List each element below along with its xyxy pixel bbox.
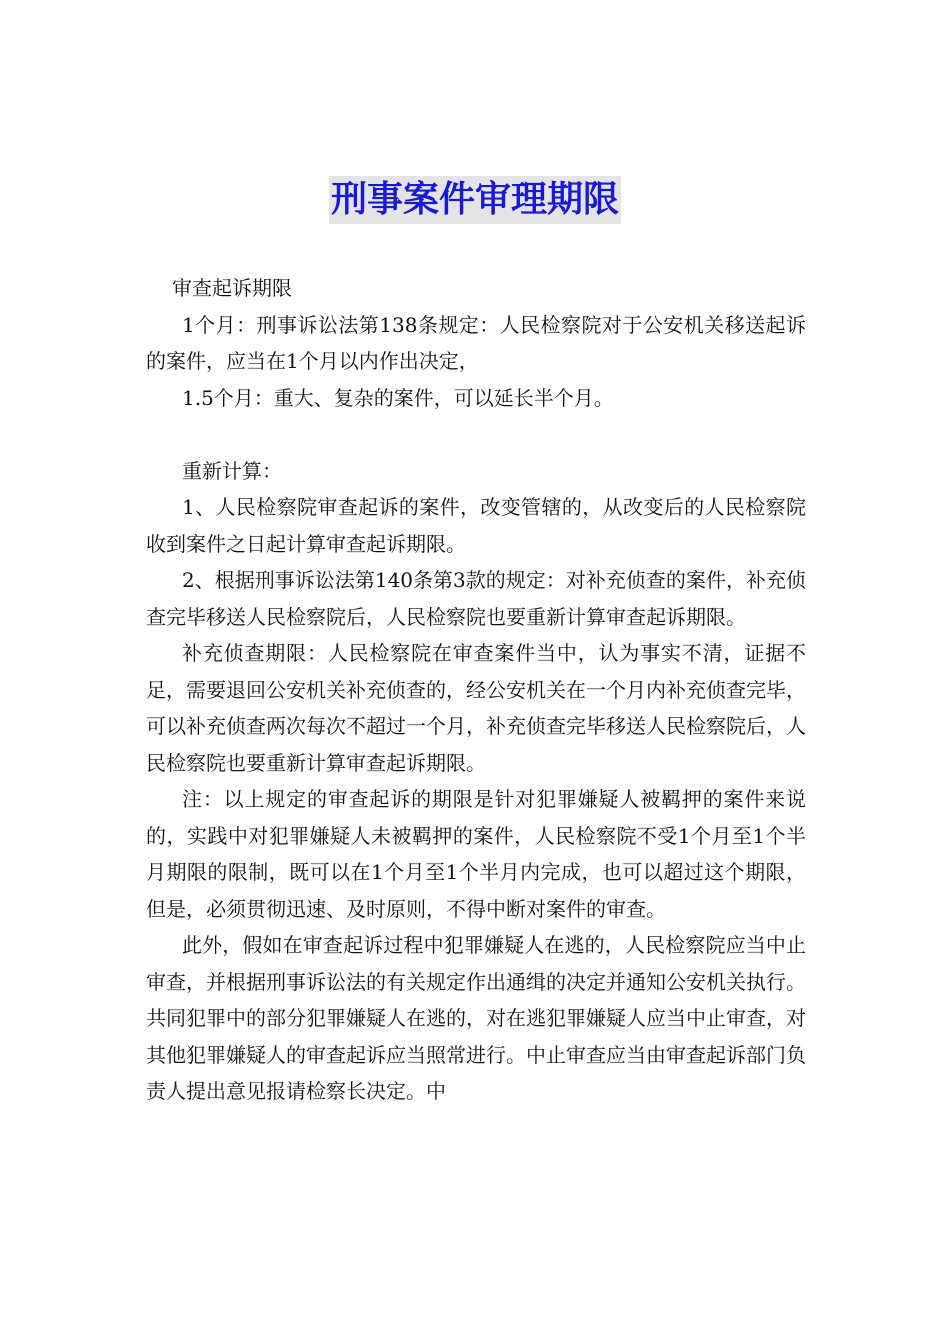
section-heading-review-period: 审查起诉期限 — [172, 276, 292, 300]
section-heading-recalculation: 重新计算： — [182, 458, 282, 483]
paragraph-fugitive-suspension: 此外，假如在审查起诉过程中犯罪嫌疑人在逃的，人民检察院应当中止审查，并根据刑事诉讼法的有关规定作出通缉的决定并通知公安机关执行。共同犯罪中的部分犯罪嫌疑人在逃的，对在逃犯罪嫌疑人应当中止审查，对其他犯罪嫌疑人的审查起诉应当照常进行。中止审查应当由审查起诉部门负责人提出意见报请检察长决定。中 — [146, 933, 806, 1103]
paragraph-recalc-item-2: 2、根据刑事诉讼法第140条第3款的规定：对补充侦查的案件，补充侦查完毕移送人民检察院后，人民检察院也要重新计算审查起诉期限。 — [146, 568, 806, 629]
paragraph-note: 注：以上规定的审查起诉的期限是针对犯罪嫌疑人被羁押的案件来说的，实践中对犯罪嫌疑人未被羁押的案件，人民检察院不受1个月至1个半月期限的限制，既可以在1个月至1个半月内完成，也可以超过这个期限，但是，必须贯彻迅速、及时原则，不得中断对案件的审查。 — [146, 787, 806, 921]
document-body — [146, 270, 806, 1110]
blank-line — [146, 416, 806, 453]
paragraph-one-and-half-month: 1.5个月：重大、复杂的案件，可以延长半个月。 — [182, 385, 614, 410]
paragraph-supplementary-investigation: 补充侦查期限：人民检察院在审查案件当中，认为事实不清，证据不足，需要退回公安机关补充侦查的，经公安机关在一个月内补充侦查完毕，可以补充侦查两次每次不超过一个月，补充侦查完毕移送人民检察院后，人民检察院也要重新计算审查起诉期限。 — [146, 641, 806, 775]
document-title: 刑事案件审理期限 — [329, 176, 621, 224]
paragraph-one-month: 1个月：刑事诉讼法第138条规定：人民检察院对于公安机关移送起诉的案件，应当在1个月以内作出决定， — [146, 312, 806, 373]
paragraph-recalc-item-1: 1、人民检察院审查起诉的案件，改变管辖的，从改变后的人民检察院收到案件之日起计算审查起诉期限。 — [146, 495, 806, 556]
title-container — [0, 176, 950, 224]
